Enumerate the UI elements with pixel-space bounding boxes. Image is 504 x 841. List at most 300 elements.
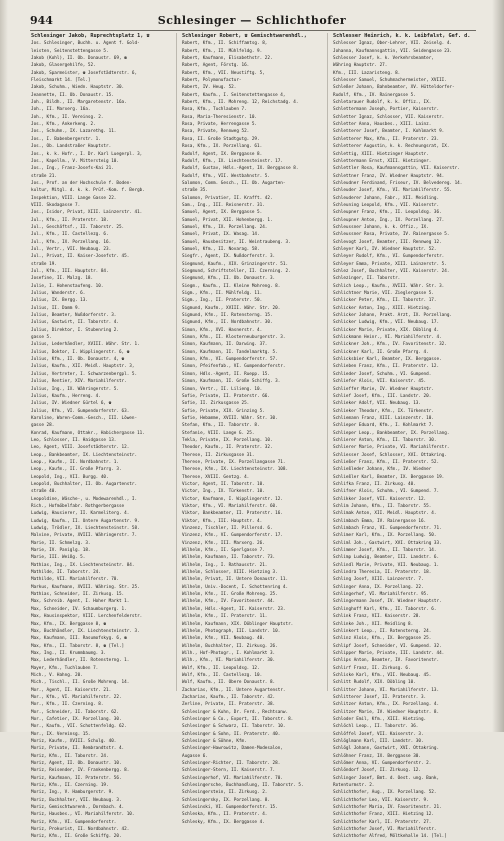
directory-entry-line: Wilhelm, Kfm., IV. Favoritenstr. 44. bbox=[182, 599, 276, 605]
directory-entry-line: Schlirf Franz, II. Zirkusg. 6. bbox=[333, 665, 411, 671]
directory-entry-line: Julius, Doktor, I. Wipplingerstr. 6, ☎ bbox=[31, 349, 130, 355]
directory-entry-line: Wilhelm, Kaufmann, II. Taborstr. 73. bbox=[182, 555, 276, 561]
directory-entry-line: Wolf, Kaufm., II. Obere Donaustr. 8. bbox=[182, 680, 276, 686]
directory-entry-line: Victor, Kaufmann, I. Wipplingerstr. 12. bbox=[182, 496, 283, 502]
directory-entry-line: Schlierer Marie, Private, VI. Mariahilferstr. bbox=[333, 445, 450, 451]
directory-entry-line: Schlesinger & Kuhn, Dr. Ferd., Rechtsanw. bbox=[182, 709, 289, 715]
directory-entry-line: Schlitterer Josef, II. Praterstr. 3. bbox=[333, 694, 427, 700]
directory-entry-line: gasse 28. bbox=[31, 423, 55, 429]
directory-entry-line: Schlimer Karl, Kfm., IX. Porzellang. 50. bbox=[333, 533, 437, 539]
directory-entry-line: Schlettner Franz, IV. Wiedner Hauptstr. 94. bbox=[333, 173, 445, 179]
directory-entry-line: Schlickner Karl, II. Große Pfarrg. 4. bbox=[333, 349, 429, 355]
directory-entry-line: Siegm., Kaufm., II. Kleine Mohreng. 8. bbox=[182, 283, 281, 289]
directory-entry-line: Julius, Vertreter, I. Schwarzenbergpl. 5. bbox=[31, 371, 138, 377]
directory-entry-line: Simon, Kfm., II. Klosterneuburgerstr. 3. bbox=[182, 335, 286, 341]
directory-entry-line: Schliemann Franz, XIII. Lainzerstr. 10. bbox=[333, 415, 434, 421]
directory-entry-line: Schlieben Franz, Kfm., II. Praterstr. 12. bbox=[333, 364, 440, 370]
directory-entry-line: Schlesser Heinrich, k. k. Leibfalst, Gef. d. bbox=[333, 33, 471, 39]
directory-entry-line: Sigmund, Kaufm., XVIII. Währ. Str. 20. bbox=[182, 305, 281, 311]
directory-entry-line: Schlesinger-Stern, II. Kaiserstr. 7. bbox=[182, 768, 276, 774]
directory-entry-line: Schliml Joh., Gastwirt, XVI. Ottakring 33. bbox=[333, 540, 442, 546]
directory-entry-line: Simon, Hdls.-Agent, II. Ruepp. 15. bbox=[182, 371, 270, 377]
directory-entry-line: Jos., k. k. Hofr., I. Dr. Karl Luegerpl. 3, bbox=[31, 151, 143, 157]
directory-entry-line: Julius, Wanderstr. 6. bbox=[31, 291, 86, 297]
directory-entry-line: Sigm., Kfm., II. Mühlfeldg. 11. bbox=[182, 291, 263, 297]
directory-entry-line: Wilhelm, Photograph, III. Landstr. 10. bbox=[182, 628, 281, 634]
directory-entry-line: Schlikker Josef, VII. Kaiserstr. 12. bbox=[333, 496, 427, 502]
directory-entry-line: straße 21. bbox=[31, 173, 57, 179]
directory-entry-line: Schleska, Kfm., II. Praterstr. 4. bbox=[182, 812, 268, 818]
directory-entry-line: Max, Schreib. Agent, I. Hoher Markt 1. bbox=[31, 599, 130, 605]
directory-entry-line: Schlesinger & Co., Export, II. Taborstr. 8. bbox=[182, 716, 294, 722]
directory-entry-line: Samuel, Kfm., II. Novarag. 58. bbox=[182, 246, 260, 252]
directory-entry-line: Mor., Kfm., VI. Mariahilferstr. 22. bbox=[31, 694, 122, 700]
directory-entry-line: Moriz, Agent, II. Ob. Donaustr. 10. bbox=[31, 761, 122, 767]
directory-entry-line: Schleuning Leopold, Kfm., VII. Kaiserstr. bbox=[333, 202, 440, 208]
directory-entry-line: Jeannette, II. Ob. Donaustr. 15. bbox=[31, 92, 114, 98]
entry-columns bbox=[30, 33, 478, 840]
directory-entry-line: Julius, Kaufm., XII. Meidl. Hauptstr. 3, bbox=[31, 364, 135, 370]
directory-entry-line: Julius, IX. Bergg. 13. bbox=[31, 298, 88, 304]
directory-entry-line: VIII. Skodagasse 7. bbox=[31, 202, 81, 208]
directory-entry-line: Schleßer Johann, Bahnbeamter, XV. Hütteldorfer- bbox=[333, 85, 455, 91]
directory-entry-line: Wilh., Kfm., VI. Mariahilferstr. 30. bbox=[182, 658, 276, 664]
directory-entry-line: Robert, IV. Heug. 52. bbox=[182, 85, 237, 91]
directory-entry-line: Jos., I. Babenbergerstr. 1. bbox=[31, 136, 101, 142]
directory-entry-line: Schlöhner Franz, IX. Berggasse 30. bbox=[333, 753, 421, 759]
directory-entry-line: Schletterer Max, Kfm., II. Praterstr. 23. bbox=[333, 136, 440, 142]
running-head: Schlesinger — Schlichthofer bbox=[157, 14, 347, 27]
directory-entry-line: Joh., II. Marxerg. 16a. bbox=[31, 107, 91, 113]
directory-entry-line: Schleuder Josef, Kfm., VI. Mariahilferstr. 55. bbox=[333, 188, 452, 194]
directory-entry-line: gasse 5. bbox=[31, 335, 52, 341]
directory-entry-line: Simon, Vertr., II. Lilieng. 10. bbox=[182, 386, 263, 392]
column-1 bbox=[30, 33, 177, 840]
directory-entry-line: Rudolf, Gustav, Hdls.-Agent, IX. Berggasse 8. bbox=[182, 166, 299, 172]
directory-entry-line: Wolf, Kfm., II. Leopoldsg. 12. bbox=[182, 665, 260, 671]
directory-entry-line: Zerline, Private, II. Praterstr. 38. bbox=[182, 702, 276, 708]
directory-entry-line: Schlettig, XIII. Hietzinger Hauptstr. bbox=[333, 151, 429, 157]
directory-entry-line: Schlimmer Josef, Kfm., II. Taborstr. 14. bbox=[333, 548, 437, 554]
directory-entry-line: Schlierer Anton, Kfm., II. Taborstr. 30. bbox=[333, 437, 437, 443]
directory-entry-line: Vinzenz, Tischler, II. Pillersd. 6. bbox=[182, 526, 273, 532]
directory-entry-line: Schlöchl Leop., II. Taborstr. 36. bbox=[333, 724, 419, 730]
directory-entry-line: Jos., Ing., Franz-Josefs-Kai 21. bbox=[31, 166, 114, 172]
directory-entry-line: leisten, Seitenstettengasse 5. bbox=[31, 48, 109, 54]
directory-entry-line: Schlez Josef, Buchhalter, VII. Kaiserstr. 24. bbox=[333, 269, 450, 274]
directory-entry-line: Zacharias, Kfm., II. Untere Augartenstr. bbox=[182, 687, 286, 693]
directory-entry-line: Schlicker Peter, Kfm., II. Taborstr. 17. bbox=[333, 298, 437, 304]
directory-entry-line: Simon, Kfm., VI. Gumpendorferstr. 57. bbox=[182, 357, 278, 363]
directory-entry-line: Ludwig, Kaufm., II. Untere Augartenstr. 9. bbox=[31, 518, 140, 524]
directory-entry-line: Julius, II. Damm 9. bbox=[31, 305, 81, 311]
page-header bbox=[30, 14, 474, 30]
directory-entry-line: Moriz, Prokurist, II. Nordbahnstr. 42. bbox=[31, 827, 130, 833]
directory-entry-line: Rudolf, Kfm., VII. Westbahnstr. 5. bbox=[182, 173, 270, 179]
directory-entry-line: Theodor, Kaufm., II. Praterstr. 32. bbox=[182, 445, 273, 451]
directory-entry-line: Robert, Kfm., II. Mohreng. 12, Reichstadg. 4. bbox=[182, 100, 299, 106]
directory-entry-line: Stefanie, VIII. Lange G. 25. bbox=[182, 430, 255, 436]
directory-entry-line: Jakob (Kohl), II. Ob. Donaustr. 69, ☎ bbox=[31, 56, 127, 62]
directory-entry-line: Sigmund, Kfm., II. Rotensterng. 15. bbox=[182, 313, 273, 319]
directory-entry-line: Schlicksbier Karl, Beamter, IX. Berggasse. bbox=[333, 357, 442, 363]
header-rule bbox=[30, 30, 476, 31]
directory-entry-line: Schlich Leop., Kaufm., XVIII. Währ. Str. 3. bbox=[333, 283, 445, 289]
directory-entry-line: Mor., Agent, II. Kaiserstr. 21. bbox=[31, 687, 112, 693]
directory-entry-line: Marie, III. Weißg. 5. bbox=[31, 555, 86, 561]
directory-entry-line: Max, Hausinspektor, VIII. Lerchenfelderstr. bbox=[31, 614, 143, 620]
directory-entry-line: Tekla, Private, IX. Porzellang. 10. bbox=[182, 437, 273, 443]
directory-entry-line: Jul., Privat, II. Kaiser-Josefstr. 45. bbox=[31, 254, 130, 260]
directory-entry-line: Schlingerhof, VI. Mariahilferstr. 95. bbox=[333, 592, 429, 598]
directory-entry-line: Vinzenz, Kfm., VI. Gumpendorferstr. 17. bbox=[182, 533, 283, 539]
directory-entry-line: Moriz, Gemischtwarenh., Dornbach. 4. bbox=[31, 805, 125, 811]
directory-entry-line: Moriz, Buchhalter, VII. Neubaug. 3. bbox=[31, 797, 122, 803]
directory-entry-line: Julius, Kfm., II. Ob. Donaustr. 4, ☎ bbox=[31, 357, 125, 363]
directory-entry-line: Max, Kfm., II. Taborstr. 8, ☎ [Tel.] bbox=[31, 643, 125, 649]
directory-entry-line: Schlichthofer Franz, XIII. Hietzing 12. bbox=[333, 812, 434, 818]
directory-entry-line: Schlöglmann Karl, III. Landstr. 30. bbox=[333, 739, 424, 744]
directory-entry-line: Schlinkert Leop., II. Rotensterng. 24. bbox=[333, 628, 432, 634]
directory-entry-line: Josefine, II. Malzg. 18. bbox=[31, 276, 94, 282]
directory-entry-line: Schlichthofer Maria, IV. Favoritenstr. 21. bbox=[333, 805, 442, 811]
directory-entry-line: Joh., Kfm., II. Vereinsg. 2. bbox=[31, 114, 104, 120]
directory-entry-line: Schlimp Ludwig, Beamter, III. Landstr. 6. bbox=[333, 555, 440, 561]
directory-entry-line: Schlitzer Anton, Kfm., IX. Porzellang. 4. bbox=[333, 702, 440, 708]
directory-entry-line: Julius, Beamter, Nußdorferstr. 3. bbox=[31, 313, 117, 319]
directory-entry-line: Schlichtner Marie, VII. Zieglergasse 5. bbox=[333, 291, 434, 297]
directory-entry-line: Marie, IV. Paniglg. 18. bbox=[31, 548, 91, 554]
directory-entry-line: Schliefer Alois, VII. Kaiserstr. 45. bbox=[333, 379, 427, 385]
directory-entry-line: Simon, Kaufmann, II. Darwing. 37. bbox=[182, 342, 268, 348]
directory-entry-line: Schletter Anna, Hausbes., XIII. Lainz. bbox=[333, 122, 432, 128]
directory-entry-line: Therese, II. Zirkusgasse 31. bbox=[182, 452, 255, 458]
directory-entry-line: Schlesingerhof, VI. Mariahilferstr. 70. bbox=[182, 775, 283, 781]
directory-entry-line: Schlichthofer Alfred, Möltkehalle 14. [Tel.] bbox=[333, 834, 447, 840]
directory-entry-line: Siegmund, Kfm., II. Ob. Donaustr. 3. bbox=[182, 276, 276, 282]
directory-entry-line: straße 19. bbox=[31, 261, 57, 267]
directory-entry-line: Jul., Geschäftsf., II. Taborstr. 25. bbox=[31, 224, 125, 230]
directory-entry-line: Julius, Rentier, XIV. Mariahilferstr. bbox=[31, 379, 127, 385]
directory-entry-line: Robert, Polymonufactur- bbox=[182, 78, 242, 84]
directory-entry-line: Salomon, Comm. Gesch., II. Ob. Augarten- bbox=[182, 180, 286, 186]
directory-entry-line: Schlimbach Emma, IV. Rainergasse 16. bbox=[333, 518, 427, 524]
directory-entry-line: Robert, Kaufm., I. Seitenstettengasse 4, bbox=[182, 92, 286, 98]
directory-entry-line: Marie, II. Schmelzg. 3. bbox=[31, 540, 91, 546]
directory-entry-line: Sigmund, Kfm., II. Nordbahnstr. 30. bbox=[182, 320, 273, 326]
directory-entry-line: Max, Schneider, IV. Schaumburgerg. 1. bbox=[31, 606, 127, 612]
directory-entry-line: Schlim Johann, Kfm., II. Taborstr. 55. bbox=[333, 504, 432, 509]
directory-entry-line: Simon, Kfm., XVI. Hasnerstr. 4. bbox=[182, 327, 263, 333]
directory-entry-line: Schlesser Samuel, Schuhmachermeister, XVIII. bbox=[333, 78, 447, 84]
directory-entry-line: Julie, I. Hohenstaufeng. 10. bbox=[31, 283, 104, 289]
directory-entry-line: Schlesky, Kfm., IX. Berggasse 4. bbox=[182, 819, 265, 825]
directory-entry-line: Mor., Schneider, II. Taborstr. 62. bbox=[31, 709, 119, 715]
directory-entry-line: Moriz, Kaufmann, II. Praterstr. 56. bbox=[31, 775, 122, 781]
page-shadow-left bbox=[0, 0, 8, 732]
directory-entry-line: Schlieker Theodor, Kfm., IX. Türkenstr. bbox=[333, 408, 434, 414]
directory-entry-line: Schlieffer Marie, IV. Wiedner Hauptstr. bbox=[333, 386, 434, 392]
directory-entry-line: Wilhelm, Kfm., II. Große Mohreng. 25. bbox=[182, 592, 278, 598]
directory-entry-line: Sofie, II. Zirkusgasse 25. bbox=[182, 401, 250, 407]
directory-entry-line: Schlicker Marie, Private, XIX. Döbling 4. bbox=[333, 327, 440, 333]
directory-entry-line: Schlicker Ludwig, Kfm., VII. Neubaug. 17. bbox=[333, 320, 440, 326]
directory-entry-line: Schlesinger & Schwarz, II. Taborstr. 10. bbox=[182, 724, 286, 730]
directory-entry-line: Mathilde, VII. Mariahilferstr. 70. bbox=[31, 577, 119, 583]
directory-entry-line: Mich., V. Hahng. 20. bbox=[31, 672, 83, 678]
directory-entry-line: Rudolf, Agent, IX. Berggasse 8. bbox=[182, 151, 263, 157]
directory-entry-line: Schlifka Franz, II. Zirkusg. 40. bbox=[333, 481, 416, 487]
directory-entry-line: Moriz, Hausbes., VI. Mariahilferstr. 10. bbox=[31, 812, 135, 818]
directory-entry-line: Schliske Karl, Kfm., VII. Neubaug. 45. bbox=[333, 672, 432, 678]
directory-entry-line: Schletarauer Rudolf, k. k. Offiz., IX. bbox=[333, 100, 432, 106]
directory-entry-line: Schlink Franz, VII. Kaiserstr. 28. bbox=[333, 614, 421, 620]
directory-entry-line: Fleischmarkt 14. [Tel.] bbox=[31, 78, 91, 84]
directory-entry-line: Schlömer Anna, VI. Gumpendorferstr. 2. bbox=[333, 761, 432, 767]
directory-entry-line: Schlichthofer Karl, II. Praterstr. 27. bbox=[333, 819, 432, 825]
directory-entry-line: Schlichthofer Josef, VI. Mariahilferstr. bbox=[333, 827, 437, 833]
directory-entry-line: Therese, Kfm., IX. Liechtensteinstr. 108. bbox=[182, 467, 289, 473]
directory-entry-line: Rosa, Private, Herrengasse 5. bbox=[182, 122, 258, 128]
directory-entry-line: Leop., Kaufm., II. Große Pfarrg. 3. bbox=[31, 467, 122, 473]
directory-entry-line: Julius, IV. Wiedner Gürtel 6, ☎ bbox=[31, 401, 112, 407]
directory-entry-line: Wilhelm, Kfm., II. Praterstr. 11. bbox=[182, 614, 268, 620]
directory-entry-line: Wolf, Kfm., II. Castellezg. 10. bbox=[182, 672, 263, 678]
directory-entry-line: Therese, XVIII. Gentzg. 4. bbox=[182, 474, 250, 480]
directory-entry-line: Kfm., III. Lazaristeng. 8. bbox=[333, 70, 401, 76]
directory-entry-line: Jos. Schlesinger, Buchh. u. Agent f. Gold- bbox=[31, 41, 140, 47]
directory-entry-line: Schlifner Alois, Schuhm., VI. Gumpend. 7. bbox=[333, 489, 440, 495]
directory-entry-line: Robert, Agent, Förstg. 16. bbox=[182, 63, 250, 69]
directory-entry-line: Schlimak Anton, XII. Meidl. Hauptstr. 4. bbox=[333, 511, 437, 517]
column-2 bbox=[181, 33, 328, 825]
directory-entry-line: Schleuderer Johann, Fabr., XII. Meidling. bbox=[333, 195, 440, 201]
directory-entry-line: Rosa, Private, Rennweg 52. bbox=[182, 129, 250, 135]
directory-entry-line: Leo, Agent, VIII. Josefstädterstr. 12. bbox=[31, 445, 130, 451]
directory-entry-line: Julius, Direktor, I. Stubenring 2. bbox=[31, 327, 119, 333]
directory-entry-line: Schlimbach Franz, VI. Gumpendorferstr. 71. bbox=[333, 526, 442, 532]
directory-entry-line: Karoline, Waren-Comm.-Gesch., III. Löwen- bbox=[31, 415, 138, 421]
directory-entry-line: Jos., Schuhm., IX. Lazarethg. 11. bbox=[31, 129, 117, 135]
directory-entry-line: Schlieper Leop., Bankbeamter, IX. Porzellang. bbox=[333, 430, 450, 436]
directory-entry-line: Augasse 6. bbox=[182, 753, 208, 759]
directory-entry-line: Schlesingersky, IX. Porzellang. 8. bbox=[182, 797, 270, 803]
directory-entry-line: Johanna, Kaufmannsgattin, VII. Seidengasse 23. bbox=[333, 48, 452, 54]
directory-entry-line: Samuel, Agent, IX. Berggasse 5. bbox=[182, 210, 263, 216]
directory-entry-line: Wilhelm, Buchhalter, II. Zirkusg. 26. bbox=[182, 643, 278, 649]
directory-entry-line: Malvine, Private, XVIII. Währingerstr. 7. bbox=[31, 533, 138, 539]
directory-entry-line: Mathias, Schneider, II. Zirkusg. 15. bbox=[31, 592, 125, 598]
directory-entry-line: Schleussner Johann, k. k. Offiz., IX. bbox=[333, 224, 429, 230]
directory-entry-line: Siegmund, Schriftsteller, II. Czerning. 2. bbox=[182, 269, 291, 274]
directory-entry-line: Schletter Ignaz, Schlosser, VII. Kaiserstr. bbox=[333, 114, 445, 120]
directory-entry-line: Schlesinger Robert, ☎ Gemischtwarenhdl., bbox=[182, 33, 307, 39]
directory-entry-line: Schlesinger-Richter, II. Taborstr. 28. bbox=[182, 761, 281, 767]
directory-entry-line: Simon, Kaufmann, II. Große Schiffg. 3. bbox=[182, 379, 281, 385]
directory-entry-line: Moriz, Kaufm., XVIII. Schulg. 40. bbox=[31, 739, 117, 744]
directory-entry-line: Zacharias, Kaufm., II. Taborstr. 42. bbox=[182, 694, 276, 700]
directory-entry-line: Moriz, Ing., V. Hamburgerstr. 9. bbox=[31, 790, 114, 796]
directory-entry-line: Jos., Kfm., Ankerkeng. 2. bbox=[31, 122, 96, 128]
directory-entry-line: Schleyer Karl, IV. Wiedner Hauptstr. 52. bbox=[333, 246, 437, 252]
directory-entry-line: Ludwig, Trödler, IX. Liechtensteinstr. 58. bbox=[31, 526, 140, 532]
directory-entry-line: Max, Buchhändler, IX. Liechtensteinstr. 3. bbox=[31, 628, 140, 634]
directory-entry-line: Samuel, Privat, XII. Hohenbergg. 1. bbox=[182, 217, 273, 223]
directory-entry-line: Schlevogt Josef, Beamter, III. Rennweg 12. bbox=[333, 239, 442, 245]
directory-entry-line: Viktor, Kfm., VI. Mariahilferstr. 60. bbox=[182, 504, 278, 509]
directory-entry-line: Samuel, Hausbesitzer, II. Weintraubeng. 3. bbox=[182, 239, 291, 245]
directory-entry-line: Jul., Kfm., II. Castellezg. 6. bbox=[31, 232, 109, 238]
directory-entry-line: Rich., Hofmöbelfabr. Rothgerbergasse bbox=[31, 504, 125, 509]
directory-entry-line: Leo, Schlosser, II. Haidgasse 13. bbox=[31, 437, 117, 443]
directory-entry-line: Robert, Kfm., II. Mühlfeldg. 9. bbox=[182, 48, 263, 54]
directory-entry-line: Schlips Anton, Beamter, IV. Favoritenstr. bbox=[333, 658, 440, 664]
directory-entry-line: Jakob, Sparmeister, ☎ Josefstädterstr. 6, bbox=[31, 70, 138, 76]
directory-entry-line: Schlesinger & Söhne, Kfm. bbox=[182, 739, 247, 744]
directory-entry-line: Jul., Kfm., II. Praterstr. 18. bbox=[31, 217, 109, 223]
directory-entry-line: Schlichthofer Leo, VII. Kaiserstr. 9. bbox=[333, 797, 429, 803]
directory-entry-line: Stefan, Kfm., II. Taborstr. 8. bbox=[182, 423, 260, 429]
directory-entry-line: Schlickner Joh., Kfm., IV. Favoritenstr. 32. bbox=[333, 342, 447, 348]
page-number: 944 bbox=[30, 14, 53, 27]
directory-entry-line: Viktor, Bankbeamter, II. Praterstr. 16. bbox=[182, 511, 283, 517]
directory-entry-line: Moriz, Reisender, IV. Frankenbergg. 8. bbox=[31, 768, 130, 774]
directory-entry-line: straße 40. bbox=[31, 489, 57, 495]
directory-entry-line: Schlinz Alois, Kfm., IX. Berggasse 25. bbox=[333, 636, 432, 642]
directory-entry-line: Siegmund, Kaufm., XIX. Grinzingerstr. 51. bbox=[182, 261, 289, 267]
directory-entry-line: Julius, Ing., IX. Währingerstr. 5. bbox=[31, 386, 119, 392]
directory-entry-line: Jul., Vertr., VII. Neubaug. 23. bbox=[31, 246, 112, 252]
directory-entry-line: Schlichthofer, Aug., IX. Porzellang. 52. bbox=[333, 790, 437, 796]
directory-entry-line: Julius, Lederhändler, XVIII. Währ. Str. 1. bbox=[31, 342, 140, 348]
directory-entry-line: Mayer, Kfm., Tuchlauben 7. bbox=[31, 665, 99, 671]
directory-entry-line: Robert, Kfm., II. Schiffamtsg. 8, bbox=[182, 41, 268, 47]
directory-entry-line: Schlieper Eduard, Kfm., I. Kohlmarkt 7. bbox=[333, 423, 434, 429]
directory-entry-line: Mor., Cafetier, IX. Porzellang. 30. bbox=[31, 716, 122, 722]
directory-entry-line: Wilh., Hof-Photogr., I. Kohlmarkt 3. bbox=[182, 650, 276, 656]
directory-entry-line: Leop., Kaufm., II. Nordbahnstr. 1. bbox=[31, 459, 119, 465]
directory-entry-line: Jos., Ob. Landstraßer Hauptstr. bbox=[31, 144, 112, 150]
directory-entry-line: Jul., Kfm., III. Hauptstr. 84. bbox=[31, 269, 109, 274]
directory-entry-line: Max, Kaufmann, III. Rasumofskyg. 6, ☎ bbox=[31, 636, 127, 642]
directory-entry-line: Schlindra Theresia, II. Praterstr. 18. bbox=[333, 570, 432, 576]
directory-entry-line: Sigm., Ing., II. Praterstr. 50. bbox=[182, 298, 263, 304]
directory-entry-line: Samuel, Kfm., IX. Porzellang. 24. bbox=[182, 224, 268, 230]
directory-entry-line: Simon, Pfeifenfab., VI. Gumpendorferstr. bbox=[182, 364, 286, 370]
directory-entry-line: Wilhelm, Kfm., II. Sperlgasse 7. bbox=[182, 548, 265, 554]
directory-entry-line: Joh., Bildh., II. Margaretenstr. 16a. bbox=[31, 100, 127, 106]
directory-entry-line: Währing Hauptstr. 27. bbox=[333, 63, 388, 69]
directory-entry-line: Schleyer Rudolf, Kfm., VI. Gumpendorferstr. bbox=[333, 254, 445, 260]
directory-entry-line: Rosa, Maria-Theresienstr. 10. bbox=[182, 114, 258, 120]
directory-entry-line: Schletterer Augustin, k. k. Rechnungsrat, IX. bbox=[333, 144, 450, 150]
directory-entry-line: Jos., Prof. an der Hochschule f. Boden- bbox=[31, 180, 132, 186]
directory-entry-line: Schlicker Anton, Ing., XIII. Hietzing. bbox=[333, 305, 432, 311]
directory-entry-line: Schließleder Johann, Kfm., IV. Wiedner bbox=[333, 467, 432, 473]
directory-entry-line: Schlesser Ignaz, Ober-Lehrer, VII. Zeiselg. 4. bbox=[333, 41, 452, 47]
directory-entry-line: Schling Josef, XIII. Lainzerstr. 7. bbox=[333, 577, 424, 583]
directory-entry-line: Wilhelm, Ing., I. Rathausstr. 21. bbox=[182, 562, 268, 568]
directory-entry-line: Inspektion, VIII. Lange Gasse 22. bbox=[31, 195, 117, 201]
directory-entry-line: Wilhelm, Univ.-Docent, I. Schottenring 4. bbox=[182, 584, 289, 590]
directory-entry-line: Schlipf Josef, Schneider, VI. Gumpend. 32. bbox=[333, 643, 442, 649]
directory-entry-line: Mor., Kaufm., VII. Schottenfeldg. 62. bbox=[31, 724, 127, 730]
directory-entry-line: Jul., Kfm., IX. Porzellang. 16. bbox=[31, 239, 112, 245]
page-shadow-right bbox=[492, 0, 504, 732]
directory-entry-line: Schlesinger-Hawrowitz, Damen-Modesalon, bbox=[182, 746, 283, 752]
directory-entry-line: Schlettermann Ernst, XIII. Hietzinger. bbox=[333, 158, 432, 164]
directory-entry-line: Mathilde, II. Taborstr. 24. bbox=[31, 570, 101, 576]
directory-entry-line: Viktor, Kfm., III. Hauptstr. 4. bbox=[182, 518, 263, 524]
directory-entry-line: Schlezinger, II. Taborstr. bbox=[333, 276, 401, 282]
directory-entry-line: Sam., Ing., III. Reisnerstr. 31. bbox=[182, 202, 265, 208]
directory-entry-line: Schleupner Franz, Kfm., II. Leopoldsg. 36. bbox=[333, 210, 442, 216]
directory-entry-line: Julius, Kaufm., Herreng. 4. bbox=[31, 393, 101, 399]
directory-entry-line: Victor, Ing., IX. Türkenstr. 10. bbox=[182, 489, 265, 495]
directory-entry-line: Schlinger Anna, IX. Porzellang. 22. bbox=[333, 584, 424, 590]
directory-entry-line: Rudolf, Kfm., IX. Liechtensteinstr. 17. bbox=[182, 158, 283, 164]
directory-entry-line: Jakob, Schuhm., Wiedn. Hauptstr. 30. bbox=[31, 85, 125, 91]
directory-entry-line: Max, Kfm., IX. Berggasse 8, ☎ bbox=[31, 621, 107, 627]
directory-entry-line: Rotenturmstr. 2. bbox=[333, 783, 375, 789]
directory-entry-line: Sofie, Private, II. Praterstr. 66. bbox=[182, 393, 270, 399]
directory-entry-line: Sofie, Private, XIX. Grinzing 5. bbox=[182, 408, 265, 414]
directory-entry-line: Schlesingersche, Buchhandlung, II. Taborstr. 5. bbox=[182, 783, 304, 789]
directory-entry-line: Leop., Bankbeamter, IX. Liechtensteinstr. bbox=[31, 452, 138, 458]
directory-entry-line: Schlesinski, VI. Gumpendorferstr. 15. bbox=[182, 805, 278, 811]
directory-entry-line: Schlöffel Josef, VII. Kaiserstr. 3. bbox=[333, 731, 424, 737]
directory-entry-line: Schlinger Josef, Bmt. d. Oest. ung. Bank, bbox=[333, 775, 440, 781]
directory-entry-line: Robert, Kfm., VII. Neustiftg. 5, bbox=[182, 70, 265, 76]
directory-entry-line: Schlindl Marie, Private, VII. Neubaug. 1. bbox=[333, 562, 440, 568]
directory-entry-line: Mor., Kfm., II. Czerning. 8. bbox=[31, 702, 104, 708]
directory-entry-line: Schlitt Rudolf, XIX. Döbling 10. bbox=[333, 680, 416, 686]
directory-entry-line: Schlesinger Jakob, Ruprechtsplatz 1, ☎ bbox=[31, 33, 150, 39]
directory-entry-line: Ludwig, Hausierer, II. Karmeliterg. 4. bbox=[31, 511, 130, 517]
directory-entry-line: Schliesser Josef, Schlosser, XVI. Ottakring. bbox=[333, 452, 447, 458]
directory-entry-line: Jos., Isidor, Privat, XIII. Lainzerstr. 41. bbox=[31, 210, 143, 216]
directory-entry-line: Schlitzer Marie, IV. Wiedner Hauptstr. 8. bbox=[333, 709, 440, 715]
directory-entry-line: Schlief Josef, Kfm., III. Landstr. 20. bbox=[333, 393, 432, 399]
directory-entry-line: Schlinghoff Karl, Kfm., II. Taborstr. 6. bbox=[333, 606, 437, 612]
directory-entry-line: Rosa, Kfm., IX. Porzellang. 61. bbox=[182, 144, 263, 150]
directory-entry-line: Wilhelm, Hdls.-Agent, II. Kaiserstr. 23. bbox=[182, 606, 286, 612]
directory-entry-line: Schlinke Joh., XII. Meidling 8. bbox=[333, 621, 414, 627]
directory-entry-line: Schlögl Johann, Gastwirt, XVI. Ottakring. bbox=[333, 746, 440, 752]
directory-entry-line: Moriz, Private, II. Rembrandtstr. 4. bbox=[31, 746, 125, 752]
directory-entry-line: Schlieder Josef, Schuhm., VI. Gumpend. bbox=[333, 371, 432, 377]
directory-entry-line: Schlesingerstein, II. Zirkusg. 2. bbox=[182, 790, 268, 796]
directory-entry-line: Schlettermann Joseph, Portier, Kaiserstr. bbox=[333, 107, 440, 113]
column-3 bbox=[332, 33, 478, 840]
directory-entry-line: Mor., IX. Vereinsg. 15. bbox=[31, 731, 91, 737]
directory-entry-line: Schlöndorf Josef, II. Zirkusg. 12. bbox=[333, 768, 421, 774]
directory-entry-line: Schlettler Rosa, Kaufmannsgattin, VII. Kaiserstr. bbox=[333, 166, 460, 172]
directory-entry-line: Samuel, Privat, IX. Wasag. 14. bbox=[182, 232, 260, 238]
directory-entry-line: Schlieker Adolf, VII. Neubaug. 13. bbox=[333, 401, 421, 407]
directory-entry-line: Salomon, Privatier, II. Krafft. 42. bbox=[182, 195, 273, 201]
directory-entry-line: Vinzenz, Kfm., III. Marxerg. 26. bbox=[182, 540, 265, 546]
directory-entry-line: Jos., Kapellm., V. Mittersteig 10. bbox=[31, 158, 119, 164]
directory-entry-line: Rudolf, Kfm., IV. Rainergasse 5. bbox=[333, 92, 416, 98]
directory-entry-line: Mathias, Ing., IX. Liechtensteinstr. 84. bbox=[31, 562, 135, 568]
directory-entry-line: Sofie, Hebamme, XVIII. Währ. Str. 30. bbox=[182, 415, 278, 421]
directory-entry-line: Schleussner Rosa, Private, IV. Rainergasse 5. bbox=[333, 232, 450, 238]
directory-entry-line: Schleupner Anton, Ing., IX. Porzellang. 27. bbox=[333, 217, 445, 223]
directory-entry-line: Schlesinger & Sohn, II. Praterstr. 40. bbox=[182, 731, 281, 737]
directory-entry-line: Wilhelm, Privat, II. Untere Donaustr. 11. bbox=[182, 577, 289, 583]
directory-entry-line: Max, Ing., II. Krummbaumg. 3. bbox=[31, 650, 107, 656]
